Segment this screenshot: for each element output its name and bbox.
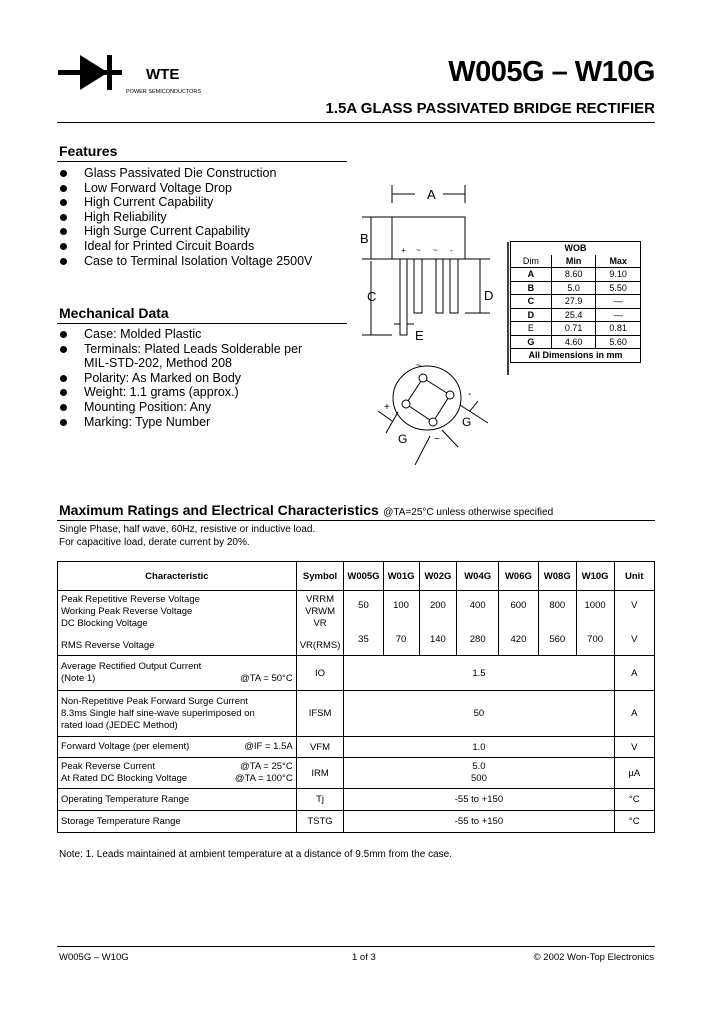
ratings-heading-block bbox=[59, 502, 553, 520]
table-row: B 5.0 5.50 bbox=[511, 281, 641, 295]
divider bbox=[57, 161, 347, 162]
svg-text:~: ~ bbox=[433, 246, 438, 255]
footer-part-number: W005G – W10G bbox=[59, 952, 129, 963]
list-item: Case to Terminal Isolation Voltage 2500V bbox=[57, 254, 312, 269]
svg-text:+: + bbox=[384, 402, 390, 413]
list-item: Case: Molded Plastic bbox=[57, 327, 302, 342]
svg-text:D: D bbox=[484, 288, 494, 303]
svg-text:~: ~ bbox=[416, 360, 422, 370]
svg-text:+: + bbox=[401, 246, 406, 255]
table-row: E 0.71 0.81 bbox=[511, 322, 641, 336]
table-row: Peak Repetitive Reverse Voltage Working Peak Reverse Voltage DC Blocking Voltage RMS Reverse Voltage VRRM VRWM VR VR(RMS) 50 35 100 70 200 140 400 280 600 420 800 560 1000 700 V V bbox=[58, 591, 655, 656]
mechanical-heading: Mechanical Data bbox=[59, 305, 169, 321]
table-header-row: Characteristic Symbol W005G W01G W02G W04G W06G W08G W10G Unit bbox=[58, 562, 655, 591]
ratings-heading: Maximum Ratings and Electrical Characteristics bbox=[59, 502, 379, 518]
list-item: High Current Capability bbox=[57, 195, 312, 210]
table-row: C 27.9 — bbox=[511, 295, 641, 309]
col-header: Min bbox=[551, 255, 596, 268]
divider bbox=[57, 122, 655, 123]
list-item: Low Forward Voltage Drop bbox=[57, 181, 312, 196]
svg-text:POWER SEMICONDUCTORS: POWER SEMICONDUCTORS bbox=[126, 89, 202, 95]
list-item: Weight: 1.1 grams (approx.) bbox=[57, 385, 302, 400]
col-header: Dim bbox=[522, 255, 539, 266]
table-row: A 8.60 9.10 bbox=[511, 268, 641, 282]
list-item: MIL-STD-202, Method 208 bbox=[84, 356, 232, 371]
svg-text:G: G bbox=[462, 415, 472, 429]
ratings-note: Single Phase, half wave, 60Hz, resistive or inductive load. bbox=[59, 524, 316, 535]
features-list bbox=[57, 166, 312, 268]
svg-text:B: B bbox=[360, 231, 369, 246]
page-title: W005G – W10G bbox=[448, 56, 655, 88]
list-item: Mounting Position: Any bbox=[57, 400, 302, 415]
table-row: G 4.60 5.60 bbox=[511, 335, 641, 349]
divider bbox=[57, 946, 655, 947]
ratings-table bbox=[57, 561, 655, 833]
footer-page-number: 1 of 3 bbox=[352, 952, 376, 963]
list-item: Terminals: Plated Leads Solderable per bbox=[57, 342, 302, 357]
table-row: D 25.4 — bbox=[511, 308, 641, 322]
footnote: Note: 1. Leads maintained at ambient temperature at a distance of 9.5mm from the case. bbox=[59, 849, 452, 860]
svg-text:G: G bbox=[398, 432, 408, 446]
table-row: Operating Temperature Range Tj -55 to +150 °C bbox=[58, 789, 655, 811]
divider bbox=[57, 323, 347, 324]
package-name: WOB bbox=[564, 243, 587, 254]
list-item: Polarity: As Marked on Body bbox=[57, 371, 302, 386]
list-item: High Surge Current Capability bbox=[57, 224, 312, 239]
svg-text:~: ~ bbox=[434, 434, 440, 445]
svg-text:C: C bbox=[367, 289, 377, 304]
table-row: Storage Temperature Range TSTG -55 to +150 °C bbox=[58, 811, 655, 833]
package-diagram bbox=[350, 175, 510, 465]
ratings-note: For capacitive load, derate current by 20%. bbox=[59, 537, 250, 548]
list-item: Ideal for Printed Circuit Boards bbox=[57, 239, 312, 254]
svg-text:~: ~ bbox=[416, 246, 421, 255]
dimensions-footer: All Dimensions in mm bbox=[511, 349, 641, 363]
svg-text:E: E bbox=[415, 328, 424, 343]
features-heading: Features bbox=[59, 143, 118, 159]
svg-text:WTE: WTE bbox=[146, 66, 180, 83]
table-row: Non-Repetitive Peak Forward Surge Current 8.3ms Single half sine-wave superimposed on rated load (JEDEC Method) IFSM 50 A bbox=[58, 691, 655, 737]
svg-text:-: - bbox=[450, 246, 453, 255]
table-row: Peak Reverse Current @TA = 25°C At Rated DC Blocking Voltage @TA = 100°C IRM 5.0 500 µA bbox=[58, 758, 655, 789]
ratings-condition: @TA=25°C unless otherwise specified bbox=[383, 507, 554, 518]
col-header: Max bbox=[609, 255, 627, 266]
svg-text:A: A bbox=[427, 187, 436, 202]
page-subtitle: 1.5A GLASS PASSIVATED BRIDGE RECTIFIER bbox=[325, 100, 655, 117]
dimensions-table bbox=[510, 241, 641, 363]
divider bbox=[57, 520, 655, 521]
list-item: Glass Passivated Die Construction bbox=[57, 166, 312, 181]
svg-text:-: - bbox=[468, 389, 472, 400]
table-row: Average Rectified Output Current (Note 1) @TA = 50°C IO 1.5 A bbox=[58, 656, 655, 691]
table-row: Forward Voltage (per element) @IF = 1.5A VFM 1.0 V bbox=[58, 737, 655, 758]
list-item: High Reliability bbox=[57, 210, 312, 225]
list-item: Marking: Type Number bbox=[57, 415, 302, 430]
mechanical-list bbox=[57, 327, 302, 429]
footer-copyright: © 2002 Won-Top Electronics bbox=[533, 952, 654, 963]
wte-logo bbox=[58, 55, 208, 97]
